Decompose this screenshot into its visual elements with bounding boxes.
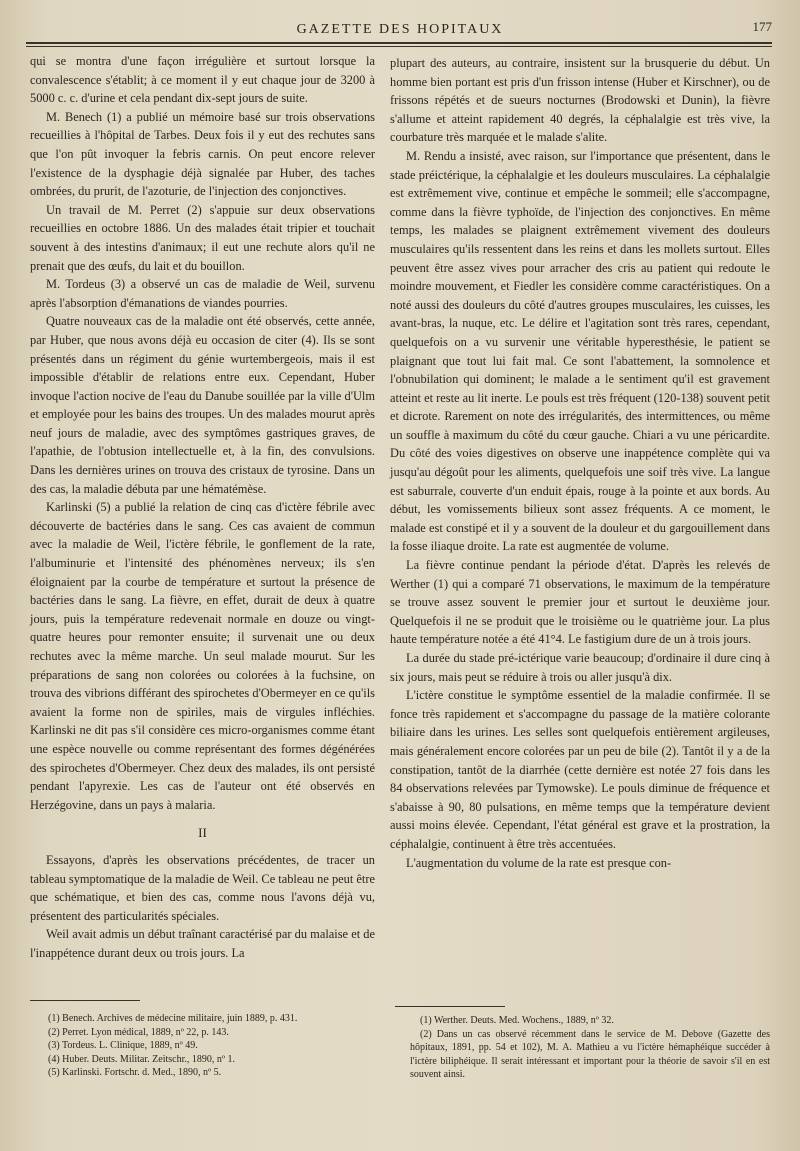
footnotes-right <box>410 1014 770 1082</box>
paragraph: L'ictère constitue le symptôme essentiel de la maladie confirmée. Il se fonce très rapidement et s'accompagne du passage de la matière colorante biliaire dans les urines. Les selles sont quelquefois entièrement argileuses, mais généralement encore colorées par un peu de bile (2). Tantôt il y a de la constipation, tantôt de la diarrhée (cette dernière est notée 27 fois dans les 84 observations relevées par Tymowske). Le pouls diminue de fréquence et s'abaisse à 90, 80 pulsations, en même temps que la température devient aussi moins élevée. Cependant, l'état général est grave et la prostration, la céphalalgie, continuent à être très accentuées. <box>390 688 770 851</box>
paragraph: Karlinski (5) a publié la relation de cinq cas d'ictère fébrile avec découverte de bactéries dans le sang. Ces cas avaient de commun avec la maladie de Weil, l'ictère fébrile, le gonflement de la rate, l'albuminurie et l'intensité des phénomènes nerveux; ils s'en éloignaient par la courbe de température et surtout la présence de bactéries dans le sang. La fièvre, en effet, durait de deux à quatre jours, puis la température redevenait normale en douze ou vingt-quatre heures pour remonter ensuite; il survenait une ou deux rechutes avec la même marche. Un seul malade mourut. Sur les préparations de sang non colorées ou colorées à la fuchsine, on trouva des vibrions différant des spirochetes d'Obermeyer en ce qu'ils avaient la forme non de spiriles, mais de virgules infléchies. Karlinski ne dit pas s'il considère ces micro-organismes comme étant une espèce nouvelle ou comme représentant des formes dégénérées des spirochetes d'Obermeyer. Chez deux des malades, ils ont persisté pendant l'apyrexie. Les cas de l'auteur ont été observés en Herzégovine, dans un pays à malaria. <box>30 500 375 812</box>
paragraph: La durée du stade pré-ictérique varie beaucoup; d'ordinaire il dure cinq à six jours, mais peut se réduire à trois ou aller jusqu'à dix. <box>390 651 770 684</box>
left-column <box>30 52 375 963</box>
paragraph: L'augmentation du volume de la rate est presque con- <box>406 855 672 870</box>
footnote: (1) Benech. Archives de médecine militaire, juin 1889, p. 431. <box>48 1013 298 1024</box>
footnote: (2) Dans un cas observé récemment dans le service de M. Debove (Gazette des hôpitaux, 1891, pp. 54 et 102), M. A. Mathieu a vu l'ictère hémaphéique succéder à l'ictère biliphéique. Il serait intéressant et important pour la théorie de savoir s'il en est souvent ainsi. <box>410 1028 770 1081</box>
paragraph: M. Rendu a insisté, avec raison, sur l'importance que présentent, dans le stade préictérique, la céphalalgie et les douleurs musculaires. La céphalalgie est extrêmement vive, continue et empêche le sommeil; elle s'accompagne, comme dans la fièvre typhoïde, de l'injection des conjonctives. En même temps, les malades se plaignent extrêmement vivement des douleurs musculaires qu'ils ressentent dans les reins et dans les mollets surtout. Elles peuvent être assez vives pour arracher des cris au patient qui redoute le moindre mouvement, et Fiedler les considère comme caractéristiques. On a noté aussi des douleurs du côté d'autres groupes musculaires, les cuisses, les avant-bras, la nuque, etc. Le délire et l'agitation sont très rares, cependant, quelquefois on a vu survenir une véritable hyperesthésie, le patient se plaignant que tout lui fait mal. Ce sont l'abattement, la somnolence et l'obnubilation qui dominent; le malade a le sentiment qu'il est gravement atteint et reste au lit inerte. Le pouls est très fréquent (120-138) souvent petit et dicrote. Rarement on note des irrégularités, des intermittences, ou même un souffle à maximum du côté du cœur gauche. Chiari a vu une péricardite. Du côté des voies digestives on observe une inappétence complète qui va jusqu'au dégoût pour les aliments, quelquefois une soif très vive. La langue est saburrale, couverte d'un enduit épais, rouge à la pointe et aux bords. Au début, les vomissements bilieux sont assez fréquents. A ce moment, le malade est constipé et il y a souvent de la douleur et du gargouillement dans la fosse iliaque droite. La rate est augmentée de volume. <box>390 148 770 554</box>
footnote: (4) Huber. Deuts. Militar. Zeitschr., 1890, nº 1. <box>48 1053 235 1065</box>
section-number: II <box>198 825 207 841</box>
footnote-rule <box>30 1000 140 1001</box>
right-column <box>390 54 770 872</box>
journal-title: GAZETTE DES HOPITAUX <box>296 22 504 37</box>
footnote: (2) Perret. Lyon médical, 1889, nº 22, p. 143. <box>48 1026 229 1038</box>
paragraph: M. Benech (1) a publié un mémoire basé sur trois observations recueillies à l'hôpital de Tarbes. Deux fois il y eut des rechutes sans que l'on pût invoquer la febris carnis. On peut encore relever l'existence de la dysphagie déjà signalée par Huber, des taches ombrées, du prurit, de l'azoturie, de l'injection des conjonctives. <box>30 109 375 199</box>
paragraph: Quatre nouveaux cas de la maladie ont été observés, cette année, par Huber, que nous avons déjà eu occasion de citer (4). Ils se sont présentés dans un régiment du génie wurtembergeois, mais il est impossible d'établir de relations entre eux. Cependant, Huber invoque l'action nocive de l'eau du Danube souillée par la ville d'Ulm et employée pour les bains des troupes. Un des malades mourut après neuf jours de maladie, avec des symptômes gastriques graves, de l'apathie, de l'obtusion intellectuelle et, à la fin, des convulsions. Dans les dernières urines on trouva des cristaux de tyrosine. Dans un des cas, la maladie débuta par une hématémèse. <box>30 314 375 496</box>
footnote-rule <box>395 1006 505 1007</box>
paragraph: qui se montra d'une façon irrégulière et surtout lorsque la convalescence s'établit; à ce moment il y eut chaque jour de 3200 à 5000 c. c. d'urine et cela pendant dix-sept jours de suite. <box>30 54 375 106</box>
paragraph: La fièvre continue pendant la période d'état. D'après les relevés de Werther (1) qui a comparé 71 observations, le maximum de la température se trouve assez souvent le premier jour et surtout le deuxième jour. Quelquefois il ne se produit que le troisième ou le quatrième jour. La plus haute température notée a été 41°4. Le fastigium dure de un à trois jours. <box>390 558 770 647</box>
page-number: 177 <box>752 19 772 34</box>
paragraph: Essayons, d'après les observations précédentes, de tracer un tableau symptomatique de la maladie de Weil. Ce tableau ne peut être que schématique, et bien des cas, comme nous l'avons déjà vu, présentent des particularités spéciales. <box>30 852 375 923</box>
footnotes-left <box>48 1012 368 1080</box>
paragraph: plupart des auteurs, au contraire, insistent sur la brusquerie du début. Un homme bien portant est pris d'un frisson intense (Huber et Kirschner), ou de frissons répétés et de sueurs nocturnes (Brodowski et Dunin), la fièvre s'allume et atteint rapidement 40 degrés, la céphalalgie est très vive, la courbature très marquée et le malade s'alite. <box>390 56 770 145</box>
paragraph: Un travail de M. Perret (2) s'appuie sur deux observations recueillies en octobre 1886. Un des malades était tripier et touchait souvent à des intestins d'animaux; il eut une rechute alors qu'il ne prenait que des œufs, du lait et du bouillon. <box>30 202 375 273</box>
footnote: (1) Werther. Deuts. Med. Wochens., 1889, nº 32. <box>420 1015 614 1026</box>
page-header <box>0 14 800 40</box>
footnote: (3) Tordeus. L. Clinique, 1889, nº 49. <box>48 1040 198 1052</box>
header-rule <box>26 42 772 47</box>
paragraph: Weil avait admis un début traînant caractérisé par du malaise et de l'inappétence durant deux ou trois jours. La <box>30 927 375 960</box>
footnote: (5) Karlinski. Fortschr. d. Med., 1890, nº 5. <box>48 1067 222 1079</box>
paragraph: M. Tordeus (3) a observé un cas de maladie de Weil, survenu après l'absorption d'émanations de viandes pourries. <box>30 277 375 310</box>
